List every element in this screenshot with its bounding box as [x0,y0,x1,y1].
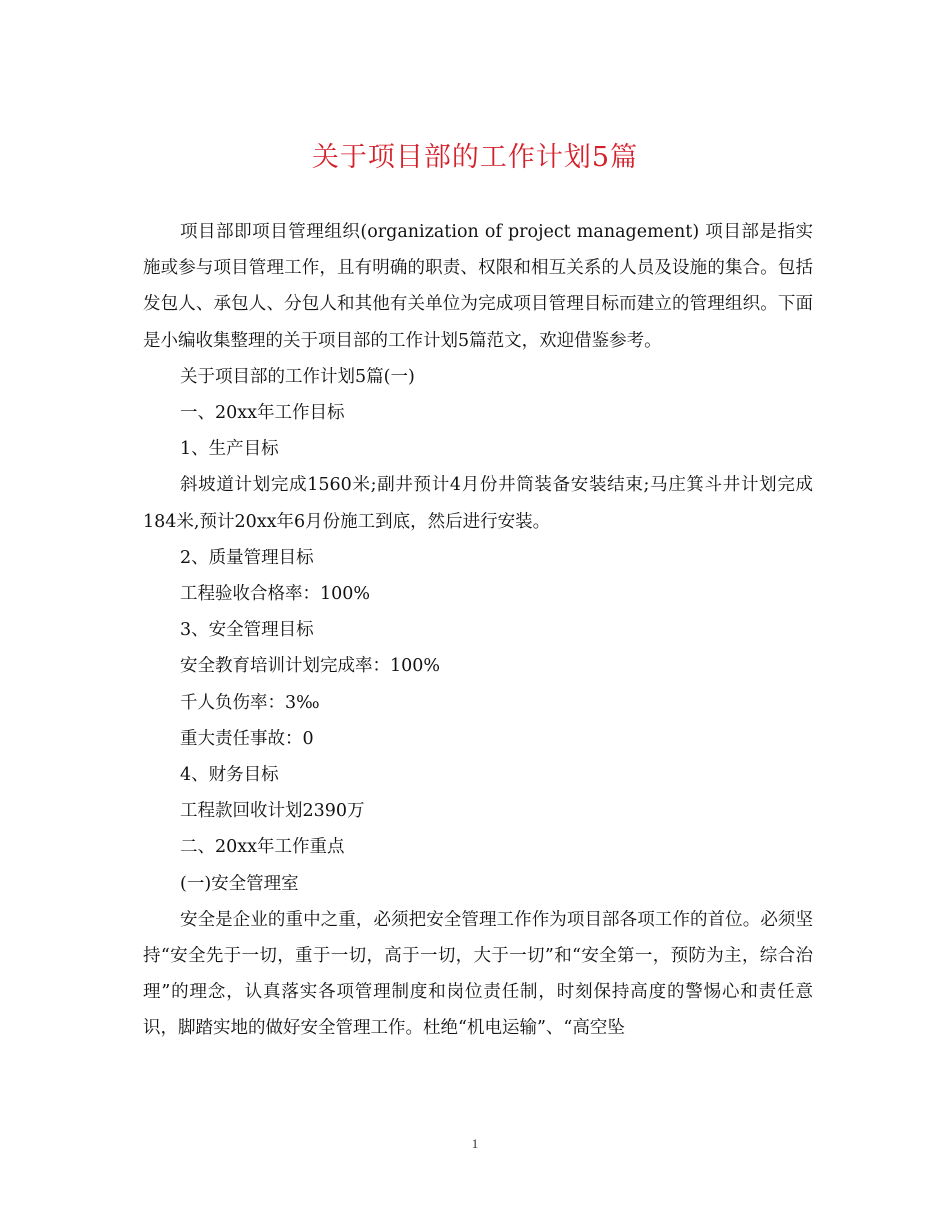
document-title: 关于项目部的工作计划5篇 [311,142,639,173]
heading-safety-office: (一)安全管理室 [180,873,299,894]
heading-work-goals: 一、20xx年工作目标 [180,403,345,424]
heading-quality-goals: 2、质量管理目标 [180,547,314,568]
section-heading-plan-one: 关于项目部的工作计划5篇(一) [180,366,415,387]
document-body [143,214,813,1047]
intro-paragraph: 项目部即项目管理组织(organization of project management) 项目部是指实施或参与项目管理工作，且有明确的职责、权限和相互关系的人员及设施的集合。包括发包人、承包人、分包人和其他有关单位为完成项目管理目标而建立的管理组织。下面是小编收集整理的关于项目部的工作计划5篇范文，欢迎借鉴参考。 [143,222,813,351]
injury-rate: 千人负伤率：3‰ [180,692,320,713]
safety-training-rate: 安全教育培训计划完成率：100% [180,656,441,677]
major-accidents: 重大责任事故：0 [180,728,314,749]
heading-safety-goals: 3、安全管理目标 [180,620,314,641]
quality-pass-rate: 工程验收合格率：100% [180,584,371,605]
heading-production-goals: 1、生产目标 [180,439,279,460]
safety-office-paragraph: 安全是企业的重中之重，必须把安全管理工作作为项目部各项工作的首位。必须坚持“安全先于一切，重于一切，高于一切，大于一切”和“安全第一，预防为主，综合治理”的理念，认真落实各项管理制度和岗位责任制，时刻保持高度的警惕心和责任意识，脚踏实地的做好安全管理工作。杜绝“机电运输”、“高空坠 [143,909,813,1039]
production-goals-paragraph: 斜坡道计划完成1560米;副井预计4月份井筒装备安装结束;马庄箕斗井计划完成184米,预计20xx年6月份施工到底，然后进行安装。 [143,475,813,532]
heading-finance-goals: 4、财务目标 [180,765,279,786]
page-number: 1 [471,1136,479,1151]
payment-recovery-plan: 工程款回收计划2390万 [180,801,365,822]
heading-work-focus: 二、20xx年工作重点 [180,837,345,858]
